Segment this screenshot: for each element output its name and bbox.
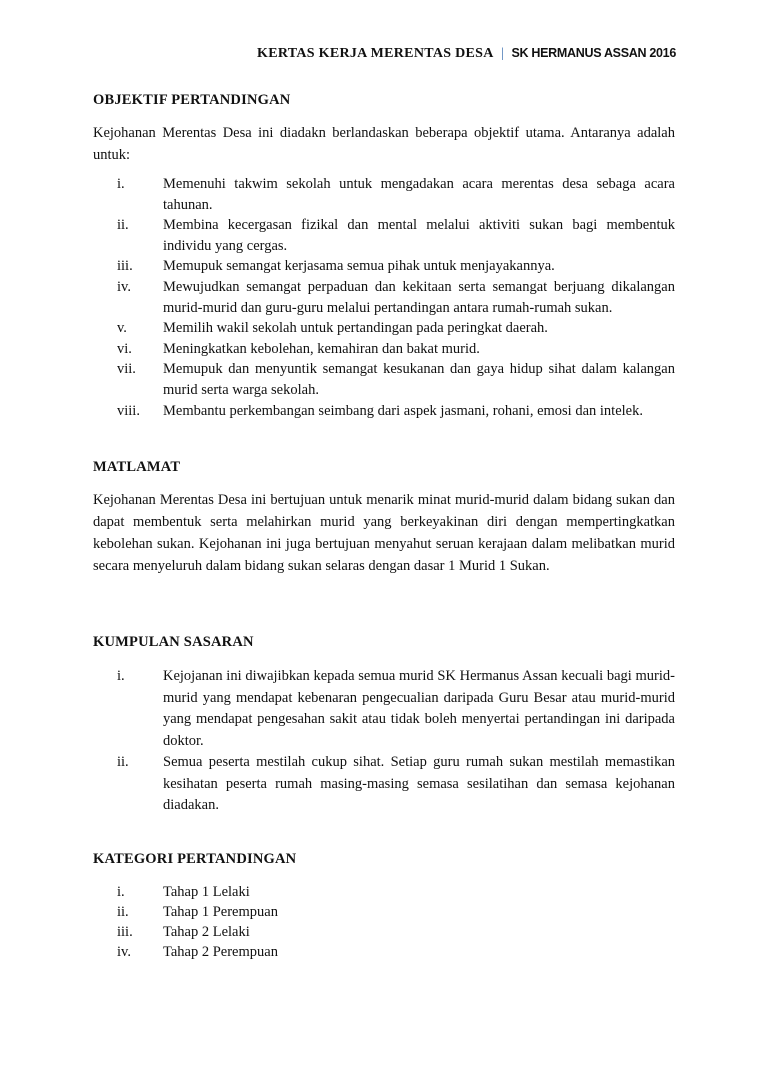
- list-item: [93, 256, 675, 277]
- objektif-list: [93, 174, 675, 421]
- list-item-text: Memupuk dan menyuntik semangat kesukanan dan gaya hidup sihat dalam kalangan murid serta warga sekolah.: [163, 361, 675, 398]
- list-item-number: iii.: [117, 258, 133, 275]
- list-item: [93, 902, 675, 922]
- list-item-text: Mewujudkan semangat perpaduan dan kekitaan serta semangat berjuang dikalangan murid-murid dan guru-guru melalui pertandingan antara rumah-rumah sukan.: [163, 278, 675, 316]
- list-item: [93, 318, 675, 339]
- list-item-number: ii.: [117, 754, 129, 770]
- matlamat-text: Kejohanan Merentas Desa ini bertujuan untuk menarik minat murid-murid dalam bidang sukan dan dapat membentuk serta melahirkan murid yang berkeyakinan diri dengan mempertingkatkan kebolehan sukan. Kejohanan ini juga bertujuan menyahut seruan kerajaan dalam melibatkan murid secara menyeluruh dalam bidang sukan selaras dengan dasar 1 Murid 1 Sukan.: [93, 492, 675, 574]
- list-item-number: viii.: [117, 402, 140, 419]
- list-item-text: Semua peserta mestilah cukup sihat. Setiap guru rumah sukan mestilah memastikan kesihatan peserta rumah masing-masing semasa sesilatihan dan semasa kejohanan diadakan.: [163, 754, 675, 813]
- list-item: [93, 215, 675, 256]
- list-item-text: Memilih wakil sekolah untuk pertandingan pada peringkat daerah.: [163, 320, 548, 337]
- list-item-number: i.: [117, 176, 125, 192]
- list-item-text: Tahap 2 Lelaki: [163, 924, 250, 940]
- list-item: [93, 882, 675, 902]
- list-item-text: Tahap 2 Perempuan: [163, 944, 278, 960]
- list-item: [93, 339, 675, 360]
- list-item-number: vi.: [117, 340, 132, 357]
- list-item-number: iii.: [117, 924, 133, 940]
- list-item-text: Tahap 1 Perempuan: [163, 904, 278, 920]
- list-item: [93, 942, 675, 962]
- list-item-text: Membina kecergasan fizikal dan mental melalui aktiviti sukan bagi membentuk individu yang cergas.: [163, 217, 675, 254]
- header-title: KERTAS KERJA MERENTAS DESA: [257, 46, 494, 61]
- list-item-number: ii.: [117, 904, 129, 920]
- list-item-text: Memenuhi takwim sekolah untuk mengadakan acara merentas desa sebaga acara tahunan.: [163, 176, 675, 213]
- kategori-list: [93, 882, 675, 962]
- list-item-number: ii.: [117, 217, 129, 234]
- list-item-number: i.: [117, 884, 125, 900]
- kategori-title: KATEGORI PERTANDINGAN: [93, 851, 297, 867]
- list-item-number: iv.: [117, 944, 131, 960]
- list-item: [93, 922, 675, 942]
- list-item: [93, 401, 675, 422]
- header-school: SK HERMANUS ASSAN 2016: [511, 46, 676, 60]
- list-item-text: Membantu perkembangan seimbang dari aspek jasmani, rohani, emosi dan intelek.: [163, 402, 643, 419]
- list-item-text: Tahap 1 Lelaki: [163, 884, 250, 900]
- matlamat-title: MATLAMAT: [93, 459, 181, 475]
- kumpulan-list: [93, 666, 675, 817]
- objektif-intro: Kejohanan Merentas Desa ini diadakn berlandaskan beberapa objektif utama. Antaranya adalah untuk:: [93, 125, 675, 163]
- objektif-title: OBJEKTIF PERTANDINGAN: [93, 92, 291, 108]
- list-item-text: Memupuk semangat kerjasama semua pihak untuk menjayakannya.: [163, 258, 555, 275]
- list-item: [93, 277, 675, 318]
- list-item-number: iv.: [117, 278, 131, 295]
- kumpulan-title: KUMPULAN SASARAN: [93, 634, 254, 650]
- list-item: [93, 752, 675, 817]
- list-item-number: vii.: [117, 361, 136, 378]
- header-separator: |: [501, 46, 504, 61]
- list-item-number: i.: [117, 668, 125, 684]
- list-item: [93, 359, 675, 400]
- list-item-text: Meningkatkan kebolehan, kemahiran dan bakat murid.: [163, 340, 480, 357]
- list-item-number: v.: [117, 320, 127, 337]
- list-item: [93, 174, 675, 215]
- list-item: [93, 666, 675, 752]
- list-item-text: Kejojanan ini diwajibkan kepada semua murid SK Hermanus Assan kecuali bagi murid-murid yang mendapat kebenaran pengecualian daripada Guru Besar atau murid-murid yang mendapat pengesahan sakit atau tidak boleh menyertai pertandingan ini daripada doktor.: [163, 668, 675, 749]
- page-header: [257, 46, 676, 62]
